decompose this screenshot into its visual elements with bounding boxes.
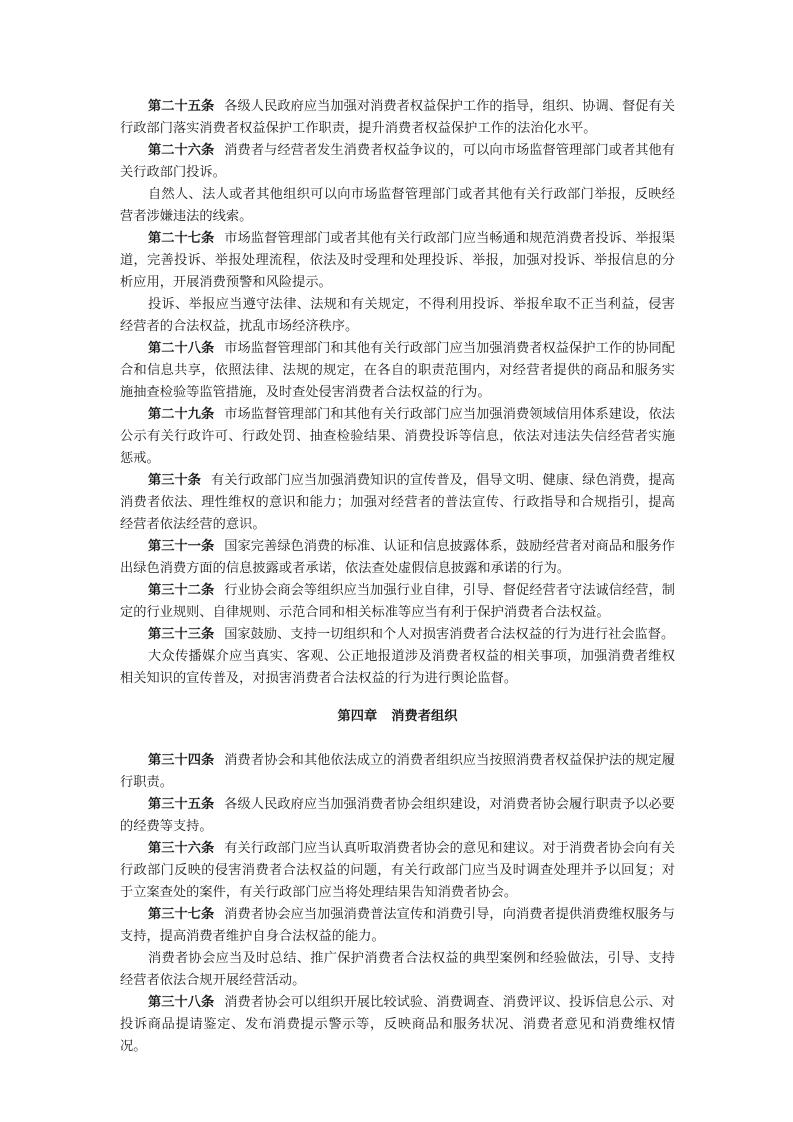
article-paragraph: [120, 338, 675, 404]
article-paragraph: [120, 184, 675, 228]
article-number: 第二十八条: [148, 341, 215, 356]
article-number: 第二十九条: [148, 407, 215, 422]
article-number: 第二十七条: [148, 231, 215, 246]
section-articles-34-38: [120, 750, 675, 1058]
article-paragraph: [120, 750, 675, 794]
article-text: 行业协会商会等组织应当加强行业自律，引导、督促经营者守法诚信经营，制定的行业规则、自律规则、示范合同和相关标准等应当有利于保护消费者合法权益。: [120, 583, 676, 620]
article-text: 市场监督管理部门或者其他有关行政部门应当畅通和规范消费者投诉、举报渠道，完善投诉、举报处理流程，依法及时受理和处理投诉、举报，加强对投诉、举报信息的分析应用，开展消费预警和风险提示。: [120, 231, 676, 290]
article-text: 有关行政部门应当加强消费知识的宣传普及，倡导文明、健康、绿色消费，提高消费者依法、理性维权的意识和能力；加强对经营者的普法宣传、行政指导和合规指引，提高经营者依法经营的意识。: [120, 473, 675, 532]
article-text: 市场监督管理部门和其他有关行政部门应当加强消费领域信用体系建设，依法公示有关行政许可、行政处罚、抽查检验结果、消费投诉等信息，依法对违法失信经营者实施惩戒。: [120, 407, 676, 466]
article-text: 国家鼓励、支持一切组织和个人对损害消费者合法权益的行为进行社会监督。: [224, 627, 675, 642]
article-paragraph: [120, 294, 675, 338]
article-paragraph: [120, 404, 675, 470]
chapter-heading: [120, 706, 675, 728]
article-number: 第三十三条: [148, 627, 215, 642]
article-paragraph: [120, 794, 675, 838]
article-number: 第三十四条: [148, 753, 215, 768]
article-number: 第二十五条: [148, 99, 215, 114]
article-text: 各级人民政府应当加强对消费者权益保护工作的指导，组织、协调、督促有关行政部门落实消费者权益保护工作职责，提升消费者权益保护工作的法治化水平。: [120, 99, 676, 136]
article-paragraph: [120, 948, 675, 992]
article-number: 第三十六条: [148, 841, 215, 856]
article-paragraph: [120, 624, 675, 646]
article-text: 国家完善绿色消费的标准、认证和信息披露体系，鼓励经营者对商品和服务作出绿色消费方面的信息披露或者承诺，依法查处虚假信息披露和承诺的行为。: [120, 539, 676, 576]
article-text: 大众传播媒介应当真实、客观、公正地报道涉及消费者权益的相关事项，加强消费者维权相关知识的宣传普及，对损害消费者合法权益的行为进行舆论监督。: [120, 649, 675, 686]
article-text: 消费者协会应当加强消费普法宣传和消费引导，向消费者提供消费维权服务与支持，提高消费者维护自身合法权益的能力。: [120, 907, 676, 944]
article-paragraph: [120, 646, 675, 690]
article-paragraph: [120, 228, 675, 294]
article-paragraph: [120, 536, 675, 580]
article-paragraph: [120, 470, 675, 536]
section-articles-25-33: [120, 96, 675, 690]
article-number: 第三十五条: [148, 797, 215, 812]
article-text: 消费者与经营者发生消费者权益争议的，可以向市场监督管理部门或者其他有关行政部门投诉。: [120, 143, 676, 180]
article-text: 自然人、法人或者其他组织可以向市场监督管理部门或者其他有关行政部门举报，反映经营者涉嫌违法的线索。: [120, 187, 675, 224]
chapter-number: 第四章: [337, 709, 378, 724]
article-paragraph: [120, 838, 675, 904]
article-paragraph: [120, 140, 675, 184]
article-number: 第三十七条: [148, 907, 215, 922]
article-paragraph: [120, 580, 675, 624]
article-paragraph: [120, 904, 675, 948]
article-number: 第三十条: [148, 473, 202, 488]
article-text: 有关行政部门应当认真听取消费者协会的意见和建议。对于消费者协会向有关行政部门反映的侵害消费者合法权益的问题，有关行政部门应当及时调查处理并予以回复；对于立案查处的案件，有关行政部门应当将处理结果告知消费者协会。: [120, 841, 676, 900]
article-text: 消费者协会应当及时总结、推广保护消费者合法权益的典型案例和经验做法，引导、支持经营者依法合规开展经营活动。: [120, 951, 675, 988]
article-text: 各级人民政府应当加强消费者协会组织建设，对消费者协会履行职责予以必要的经费等支持。: [120, 797, 676, 834]
article-number: 第三十八条: [148, 995, 215, 1010]
article-text: 市场监督管理部门和其他有关行政部门应当加强消费者权益保护工作的协同配合和信息共享，依照法律、法规的规定，在各自的职责范围内，对经营者提供的商品和服务实施抽查检验等监管措施，及时查处侵害消费者合法权益的行为。: [120, 341, 676, 400]
article-number: 第三十一条: [148, 539, 215, 554]
article-text: 消费者协会可以组织开展比较试验、消费调查、消费评议、投诉信息公示、对投诉商品提请鉴定、发布消费提示警示等，反映商品和服务状况、消费者意见和消费维权情况。: [120, 995, 676, 1054]
article-text: 消费者协会和其他依法成立的消费者组织应当按照消费者权益保护法的规定履行职责。: [120, 753, 676, 790]
article-number: 第二十六条: [148, 143, 215, 158]
article-paragraph: [120, 96, 675, 140]
article-number: 第三十二条: [148, 583, 215, 598]
regulation-text: [120, 96, 675, 1058]
chapter-title: 消费者组织: [391, 709, 458, 724]
article-text: 投诉、举报应当遵守法律、法规和有关规定，不得利用投诉、举报牟取不正当利益，侵害经营者的合法权益，扰乱市场经济秩序。: [120, 297, 675, 334]
article-paragraph: [120, 992, 675, 1058]
